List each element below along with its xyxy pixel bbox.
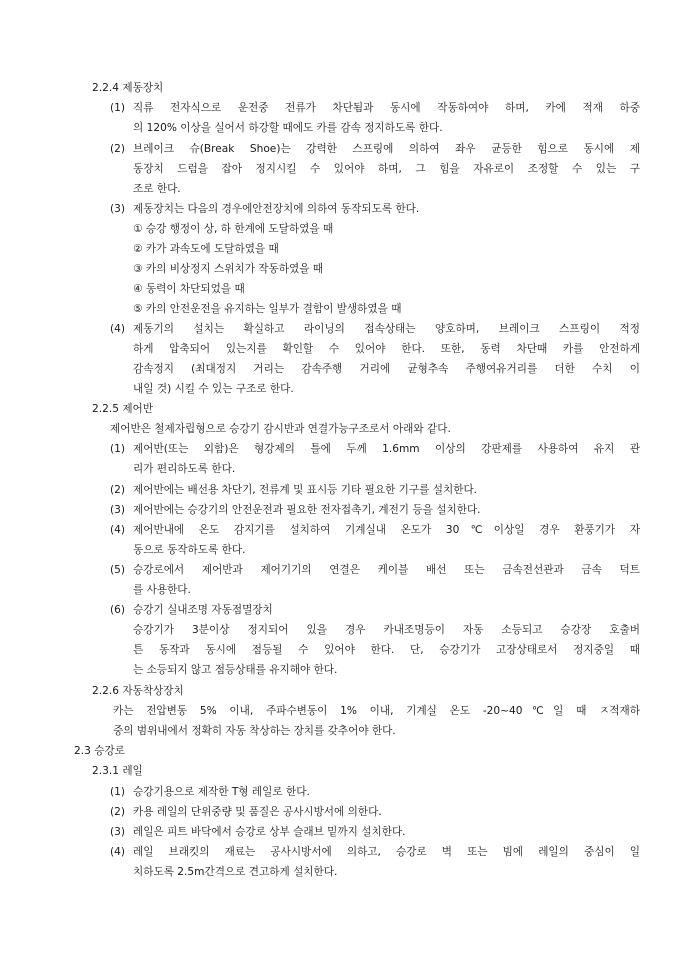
item-number: (3): [110, 504, 126, 516]
item-number: (1): [110, 443, 126, 455]
item-text: 치하도록 2.5m간격으로 견고하게 설치한다.: [133, 866, 338, 878]
item-number: (2): [110, 484, 126, 496]
case-list-item: ⑤ 카의 안전운전을 유지하는 일부가 결함이 발생하였을 때: [133, 303, 402, 315]
item-text: 조로 한다.: [133, 183, 181, 195]
item-text: 승강기가 3분이상 정지되어 있을 경우 카내조명등이 자동 소등되고 승강장 호출버: [133, 624, 640, 636]
item-number: (5): [110, 564, 126, 576]
item-text: 직류 전자식으로 운전중 전류가 차단됨과 동시에 작동하여야 하며, 카에 적재 하중: [133, 102, 640, 114]
item-text: 동으로 동작하도록 한다.: [133, 544, 246, 556]
item-text: 제어반(또는 외함)은 형강제의 틀에 두께 1.6mm 이상의 강판제를 사용하여 유지 관: [133, 443, 640, 455]
item-text: 제동장치는 다음의 경우에안전장치에 의하여 동작되도록 한다.: [133, 203, 420, 215]
item-text: 의 120% 이상을 실어서 하강할 때에도 카를 감속 정지하도록 한다.: [133, 122, 443, 134]
item-text: 를 사용한다.: [133, 584, 191, 596]
item-number: (4): [110, 323, 126, 335]
case-list-item: ② 카가 과속도에 도달하였을 때: [133, 243, 279, 255]
item-number: (4): [110, 846, 126, 858]
item-text: 제동기의 설치는 확실하고 라이닝의 접속상태는 양호하며, 브레이크 스프링이 적정: [133, 323, 640, 335]
item-text: 카용 레일의 단위중량 및 품질은 공사시방서에 의한다.: [133, 806, 382, 818]
item-number: (3): [110, 203, 126, 215]
item-text: 승강기 실내조명 자동점멸장치: [133, 604, 273, 616]
item-text: 승강기용으로 제작한 T형 레일로 한다.: [133, 786, 310, 798]
item-number: (4): [110, 524, 126, 536]
section-heading-2-3: 2.3 승강로: [74, 745, 125, 757]
item-text: 튼 동작과 동시에 점등될 수 있어야 한다. 단, 승강기가 고장상태로서 정지중일 때: [133, 644, 640, 656]
item-number: (2): [110, 143, 126, 155]
section-heading-2-2-4: 2.2.4 제동장치: [92, 82, 164, 94]
item-text: 제어반에는 승강기의 안전운전과 필요한 전자접촉기, 계전기 등을 설치한다.: [133, 504, 481, 516]
item-text: 승강로에서 제어반과 제어기기의 연결은 케이블 배선 또는 금속전선관과 금속 덕트: [133, 564, 640, 576]
case-list-item: ① 승강 행정이 상, 하 한계에 도달하였을 때: [133, 223, 334, 235]
section-heading-2-3-1: 2.3.1 레일: [92, 765, 143, 777]
item-text: 내일 것) 시킬 수 있는 구조로 한다.: [133, 383, 294, 395]
item-number: (2): [110, 806, 126, 818]
item-text: 하게 압축되어 있는지를 확인할 수 있어야 한다. 또한, 동력 차단때 카를 안전하게: [133, 343, 640, 355]
section-heading-2-2-5: 2.2.5 제어반: [92, 403, 154, 415]
item-number: (6): [110, 604, 126, 616]
item-text: 레일은 피트 바닥에서 승강로 상부 슬래브 밑까지 설치한다.: [133, 826, 406, 838]
case-list-item: ③ 카의 비상정지 스위치가 작동하였을 때: [133, 263, 324, 275]
section-intro: 제어반은 철제자립형으로 승강기 감시반과 연결가능구조로서 아래와 같다.: [110, 423, 451, 435]
item-number: (3): [110, 826, 126, 838]
paragraph-line: 중의 범위내에서 정확히 자동 착상하는 장치를 갖추어야 한다.: [113, 725, 396, 737]
item-text: 동장치 드럼을 잡아 정지시킬 수 있어야 하며, 그 힘을 자유로이 조정할 수 있는 구: [133, 163, 640, 175]
paragraph-line: 카는 전압변동 5% 이내, 주파수변동이 1% 이내, 기계실 온도 -20~40℃일 때 ㅈ적재하: [113, 705, 640, 717]
section-heading-2-2-6: 2.2.6 자동착상장치: [92, 685, 184, 697]
item-number: (1): [110, 786, 126, 798]
item-text: 감속정지 (최대정지 거리는 감속주행 거리에 균형추속 주행여유거리를 더한 수치 이: [133, 363, 640, 375]
item-text: 제어반에는 배선용 차단기, 전류계 및 표시등 기타 필요한 기구를 설치한다.: [133, 484, 478, 496]
item-text: 제어반내에 온도 감지기를 설치하여 기계실내 온도가 30℃이상일 경우 환풍기가 자: [133, 524, 640, 536]
item-text: 리가 편리하도록 한다.: [133, 463, 236, 475]
case-list-item: ④ 동력이 차단되었을 때: [133, 283, 245, 295]
item-text: 브레이크 슈(Break Shoe)는 강력한 스프링에 의하여 좌우 균등한 힘으로 동시에 제: [133, 143, 640, 155]
item-text: 는 소등되지 않고 점등상태를 유지해야 한다.: [133, 664, 338, 676]
item-number: (1): [110, 102, 126, 114]
item-text: 레일 브래킷의 재료는 공사시방서에 의하고, 승강로 벽 또는 빔에 레일의 중심이 일: [133, 846, 640, 858]
